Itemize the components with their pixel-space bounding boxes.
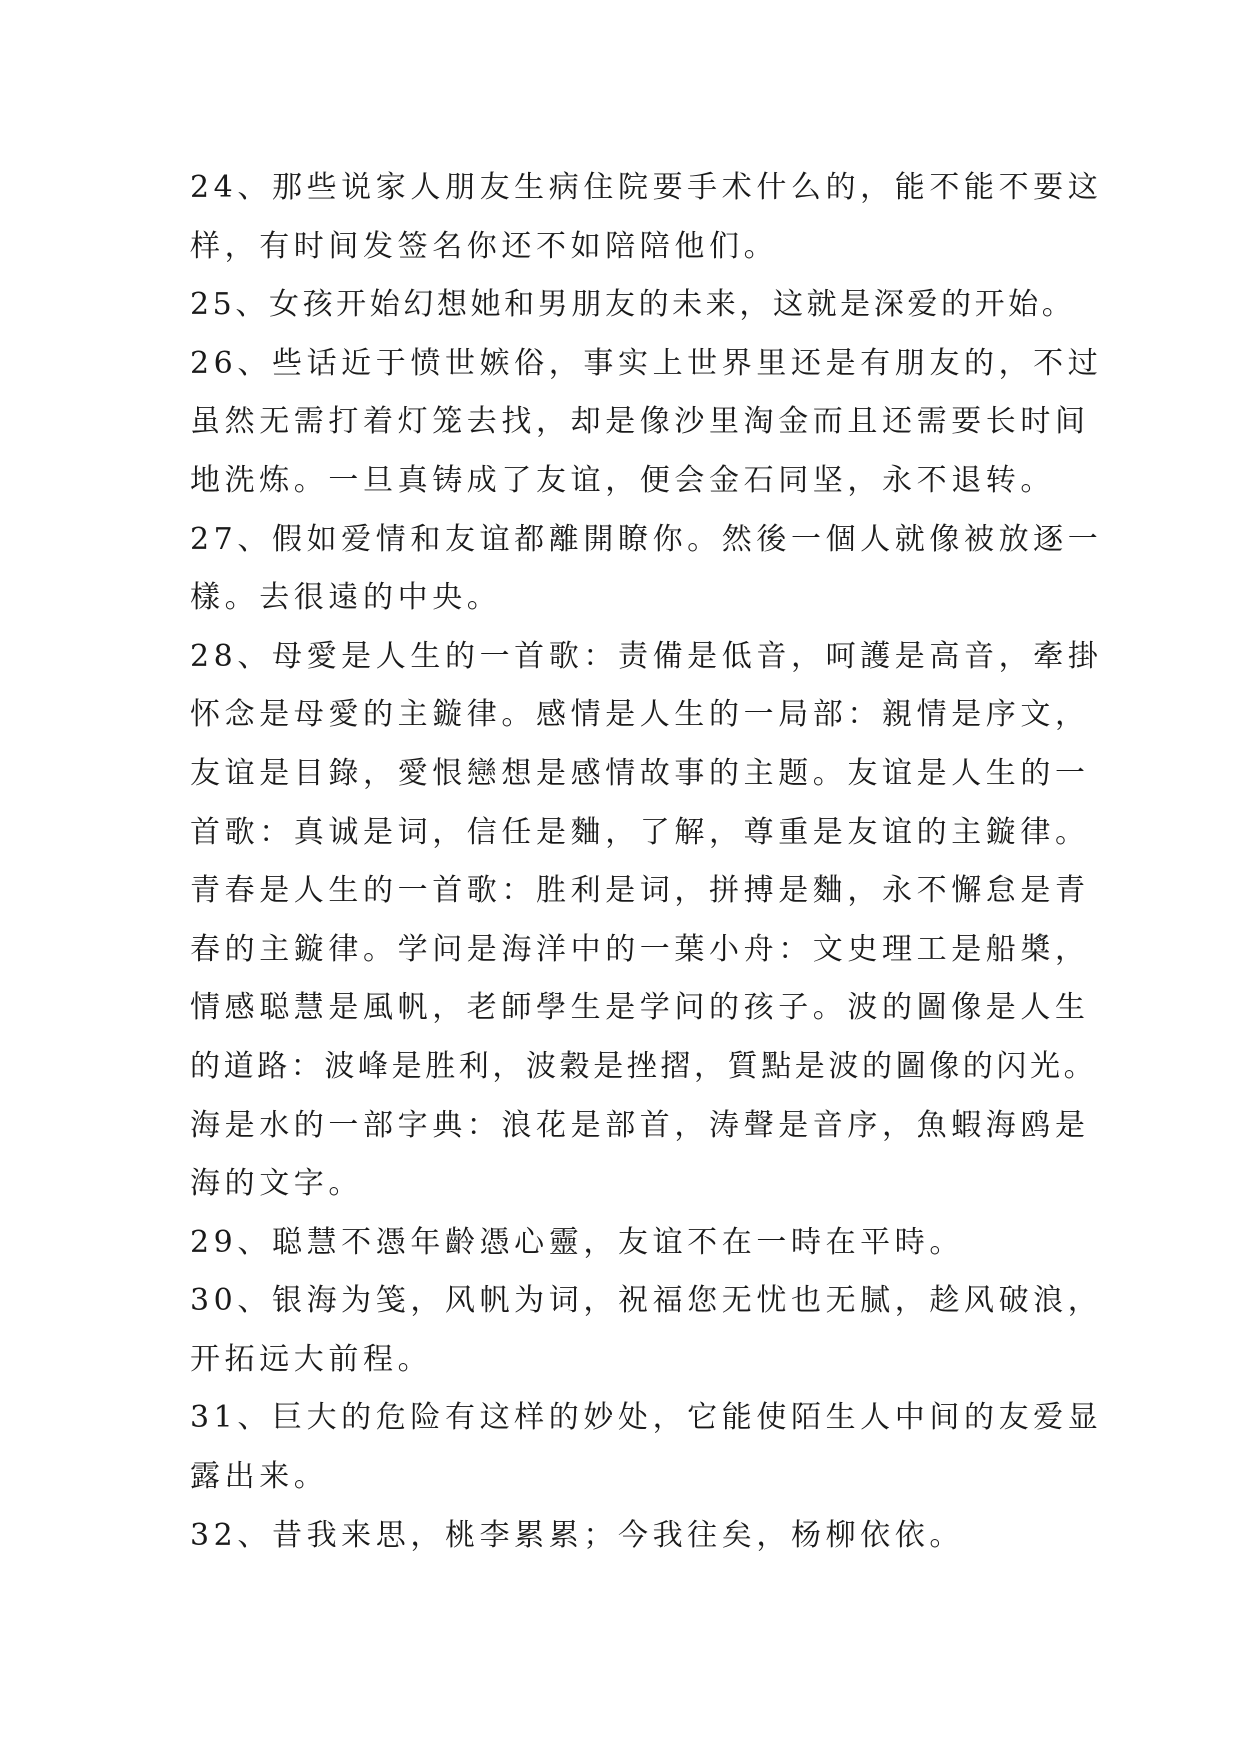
text-line: 32、昔我来思，桃李累累；今我往矣，杨柳依依。 — [190, 1517, 964, 1553]
text-line: 情感聪慧是風帆，老師學生是学问的孩子。波的圖像是人生 — [190, 990, 1090, 1026]
document-body — [190, 159, 1103, 1565]
text-line: 虽然无需打着灯笼去找，却是像沙里淘金而且还需要长时间 — [190, 404, 1090, 440]
text-line: 地洗炼。一旦真铸成了友谊，便会金石同坚，永不退转。 — [190, 462, 1055, 498]
text-line: 友谊是目錄，愛恨戀想是感情故事的主题。友谊是人生的一 — [190, 755, 1090, 791]
text-line: 26、些话近于愤世嫉俗，事实上世界里还是有朋友的，不过 — [190, 345, 1103, 381]
text-line: 露出来。 — [190, 1459, 329, 1495]
text-line: 开拓远大前程。 — [190, 1341, 433, 1377]
text-line: 24、那些说家人朋友生病住院要手术什么的，能不能不要这 — [190, 170, 1103, 205]
text-line: 25、女孩开始幻想她和男朋友的未来，这就是深爱的开始。 — [190, 287, 1076, 323]
text-line: 30、银海为笺，风帆为词，祝福您无忧也无腻，趁风破浪， — [190, 1283, 1103, 1319]
text-line: 29、聪慧不憑年齡憑心靈，友谊不在一時在平時。 — [190, 1224, 964, 1260]
text-line: 海是水的一部字典：浪花是部首，涛聲是音序，魚蝦海鸥是 — [190, 1107, 1090, 1143]
text-line: 28、母愛是人生的一首歌：责備是低音，呵護是高音，牽掛 — [190, 638, 1103, 674]
text-line: 樣。去很遠的中央。 — [190, 580, 502, 616]
text-line: 样，有时间发签名你还不如陪陪他们。 — [190, 228, 779, 264]
text-line: 的道路：波峰是胜利，波穀是挫摺，質點是波的圖像的闪光。 — [190, 1048, 1098, 1084]
text-line: 首歌：真诚是词，信任是麯，了解，尊重是友谊的主鏇律。 — [190, 814, 1090, 850]
text-line: 怀念是母愛的主鏇律。感情是人生的一局部：親情是序文， — [190, 697, 1090, 733]
text-line: 31、巨大的危险有这样的妙处，它能使陌生人中间的友爱显 — [190, 1400, 1103, 1436]
text-line: 春的主鏇律。学问是海洋中的一葉小舟：文史理工是船槳， — [190, 931, 1090, 967]
text-line: 27、假如爱情和友谊都離開瞭你。然後一個人就像被放逐一 — [190, 521, 1103, 557]
text-line: 青春是人生的一首歌：胜利是词，拼搏是麯，永不懈怠是青 — [190, 873, 1090, 909]
text-line: 海的文字。 — [190, 1166, 363, 1202]
